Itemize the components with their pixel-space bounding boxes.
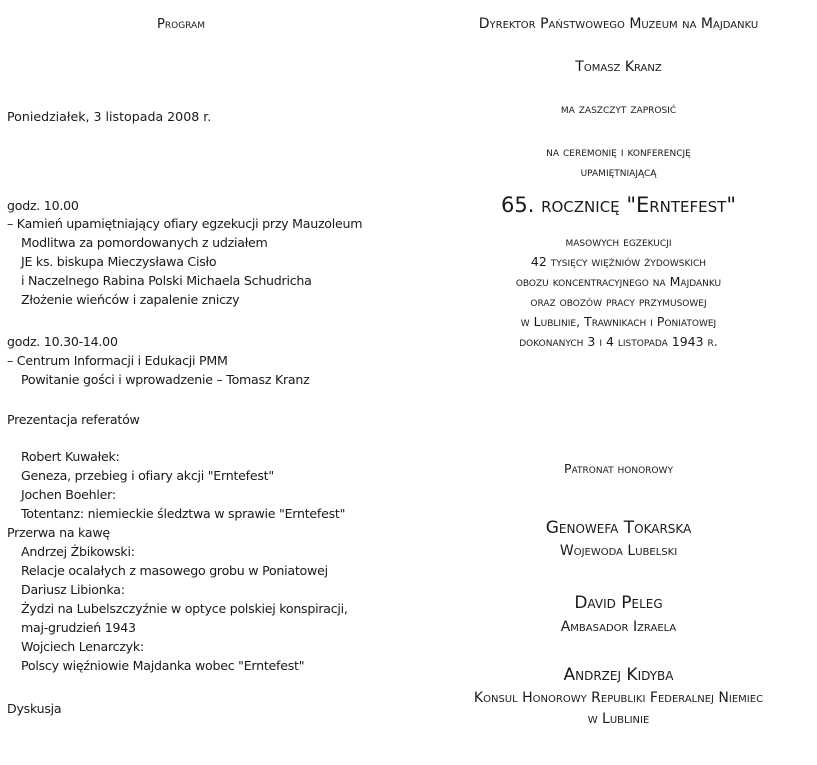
session-time: godz. 10.30-14.00 [7,334,118,349]
session-line: Powitanie gości i wprowadzenie – Tomasz Kranz [21,372,310,387]
program-date: Poniedziałek, 3 listopada 2008 r. [7,109,212,124]
anniversary-title: 65. rocznicę "Erntefest" [501,193,736,217]
invites-text: ma zaszczyt zaprosić [560,101,677,116]
description-line: masowych egzekucji [565,234,672,249]
patron-name: Andrzej Kidyba [563,665,674,685]
speaker-name: Robert Kuwałek: [21,449,120,464]
session-time: godz. 10.00 [7,198,79,213]
patron-role: Konsul Honorowy Republiki Federalnej Niemiec [473,690,764,706]
host-name: Tomasz Kranz [575,59,662,75]
coffee-break: Przerwa na kawę [7,525,110,540]
talk-title: Żydzi na Lubelszczyźnie w optyce polskiej konspiracji, [21,601,348,616]
talk-title: maj-grudzień 1943 [21,620,136,635]
patronage-heading: Patronat honorowy [564,461,673,476]
session-line: i Naczelnego Rabina Polski Michaela Schudricha [21,273,312,288]
presentations-heading: Prezentacja referatów [7,412,140,427]
description-line: oraz obozów pracy przymusowej [530,294,707,309]
talk-title: Geneza, przebieg i ofiary akcji "Erntefest" [21,468,274,483]
speaker-name: Andrzej Żbikowski: [21,544,135,559]
patron-name: Genowefa Tokarska [545,518,692,538]
session-line: Modlitwa za pomordowanych z udziałem [21,235,268,250]
talk-title: Totentanz: niemieckie śledztwa w sprawie "Erntefest" [21,506,346,521]
speaker-name: Dariusz Libionka: [21,582,125,597]
description-line: dokonanych 3 i 4 listopada 1943 r. [519,334,718,349]
program-heading: Program [157,17,205,32]
patron-name: David Peleg [574,593,663,613]
discussion: Dyskusja [7,701,62,716]
session-line: – Centrum Informacji i Edukacji PMM [7,353,228,368]
patron-role: Ambasador Izraela [560,619,677,635]
description-line: w Lublinie, Trawnikach i Poniatowej [520,314,717,329]
speaker-name: Jochen Boehler: [21,487,116,502]
talk-title: Polscy więźniowie Majdanka wobec "Erntefest" [21,658,305,673]
session-line: JE ks. biskupa Mieczysława Cisło [21,254,217,269]
purpose-line-1: na ceremonię i konferencję [546,144,691,159]
session-line: – Kamień upamiętniający ofiary egzekucji przy Mauzoleum [7,216,363,231]
patron-role: Wojewoda Lubelski [559,543,678,559]
description-line: 42 tysięcy więźniów żydowskich [530,254,707,269]
invitation-column [420,0,817,765]
description-line: obozu koncentracyjnego na Majdanku [515,274,722,289]
host-title: Dyrektor Państwowego Muzeum na Majdanku [478,16,759,32]
session-line: Złożenie wieńców i zapalenie zniczy [21,292,240,307]
talk-title: Relacje ocalałych z masowego grobu w Poniatowej [21,563,328,578]
patron-role: w Lublinie [587,711,650,727]
purpose-line-2: upamiętniającą [580,164,657,179]
speaker-name: Wojciech Lenarczyk: [21,639,144,654]
